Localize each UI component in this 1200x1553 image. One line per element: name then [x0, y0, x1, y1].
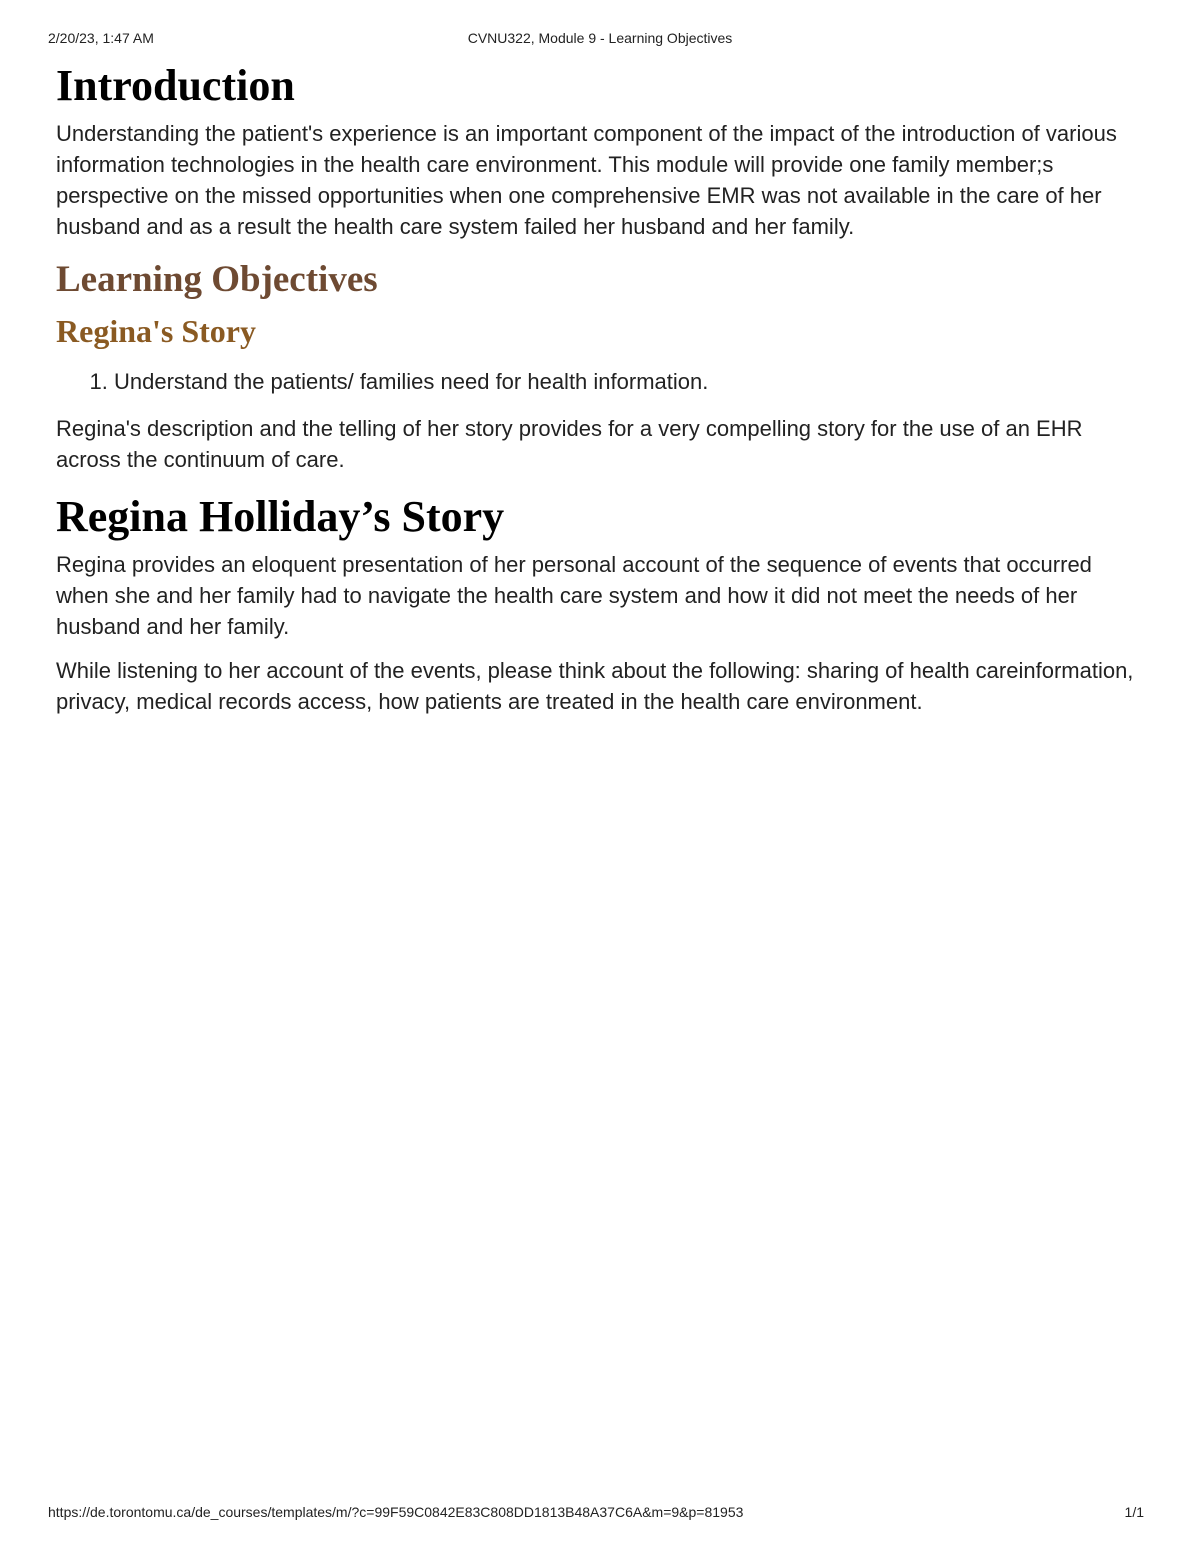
print-header: [48, 30, 1152, 50]
introduction-heading: Introduction: [56, 61, 295, 110]
reginas-story-subheading: Regina's Story: [56, 313, 256, 349]
objectives-paragraph: Regina's description and the telling of her story provides for a very compelling story for the use of an EHR across the continuum of care.: [56, 416, 1083, 472]
learning-objectives-heading: Learning Objectives: [56, 259, 378, 300]
objectives-list: [56, 366, 1146, 397]
introduction-paragraph: Understanding the patient's experience is an important component of the impact of the introduction of various information technologies in the health care environment. This module will provide one family member;s perspective on the missed opportunities when one comprehensive EMR was not available in the care of her husband and as a result the health care system failed her husband and her family.: [56, 121, 1117, 239]
objective-item: 1. Understand the patients/ families need for health information.: [114, 366, 1146, 397]
story-paragraph-2: While listening to her account of the events, please think about the following: sharing of health careinformation, privacy, medical records access, how patients are treated in the health care environment.: [56, 658, 1134, 714]
print-datetime: 2/20/23, 1:47 AM: [48, 30, 154, 46]
page-number: 1/1: [1124, 1504, 1144, 1520]
story-heading: Regina Holliday’s Story: [56, 492, 505, 541]
page-content: [56, 60, 1146, 730]
page-url: https://de.torontomu.ca/de_courses/templates/m/?c=99F59C0842E83C808DD1813B48A37C6A&m=9&p=81953: [48, 1504, 744, 1520]
story-paragraph-1: Regina provides an eloquent presentation of her personal account of the sequence of events that occurred when she and her family had to navigate the health care system and how it did not meet the needs of her husband and her family.: [56, 552, 1092, 639]
print-footer: [48, 1504, 1144, 1524]
print-page-title: CVNU322, Module 9 - Learning Objectives: [467, 30, 733, 46]
